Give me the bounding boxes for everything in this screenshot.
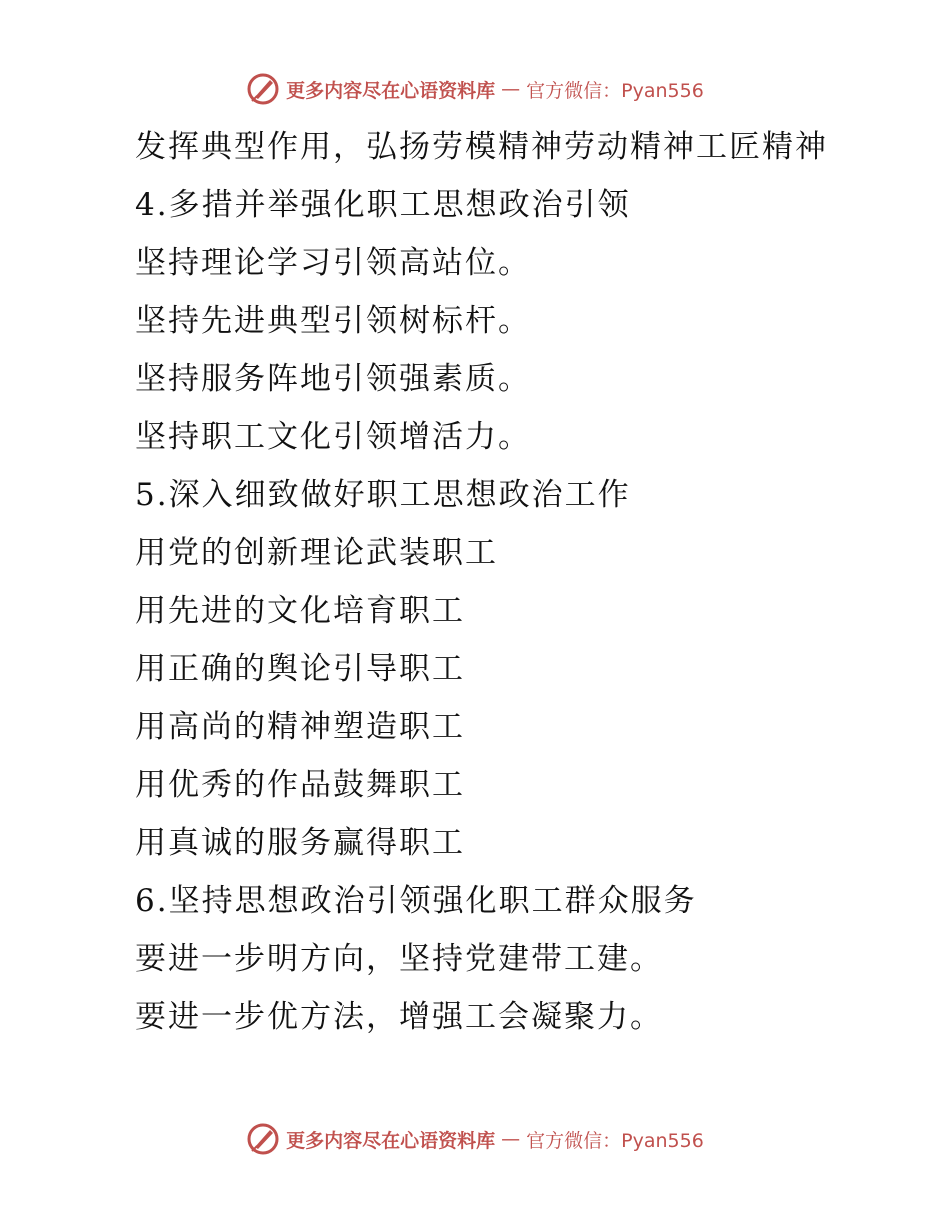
text-line: 用优秀的作品鼓舞职工 xyxy=(135,767,465,803)
text-line: 要进一步优方法，增强工会凝聚力。 xyxy=(135,999,663,1035)
text-line: 用正确的舆论引导职工 xyxy=(135,651,465,687)
quill-pen-logo-icon xyxy=(246,1122,280,1156)
text-line: 要进一步明方向，坚持党建带工建。 xyxy=(135,941,663,977)
section-heading: 6.坚持思想政治引领强化职工群众服务 xyxy=(135,883,697,919)
header-watermark xyxy=(0,72,950,106)
watermark-brand: 更多内容尽在心语资料库 xyxy=(286,1129,496,1152)
text-line: 用高尚的精神塑造职工 xyxy=(135,709,465,745)
section-heading: 5.深入细致做好职工思想政治工作 xyxy=(135,477,631,513)
text-line: 用真诚的服务赢得职工 xyxy=(135,825,465,861)
watermark-separator: — xyxy=(501,78,521,100)
text-line: 坚持理论学习引领高站位。 xyxy=(135,245,531,281)
text-line: 坚持职工文化引领增活力。 xyxy=(135,419,531,455)
watermark-separator: — xyxy=(501,1128,521,1150)
text-line: 用党的创新理论武装职工 xyxy=(135,535,498,571)
document-body xyxy=(135,118,915,1046)
watermark-contact: 官方微信：Pyan556 xyxy=(526,1129,704,1152)
footer-watermark xyxy=(0,1122,950,1156)
section-heading: 4.多措并举强化职工思想政治引领 xyxy=(135,187,631,223)
watermark-contact: 官方微信：Pyan556 xyxy=(526,79,704,102)
quill-pen-logo-icon xyxy=(246,72,280,106)
text-line: 发挥典型作用，弘扬劳模精神劳动精神工匠精神 xyxy=(135,129,828,165)
text-line: 坚持服务阵地引领强素质。 xyxy=(135,361,531,397)
text-line: 坚持先进典型引领树标杆。 xyxy=(135,303,531,339)
watermark-brand: 更多内容尽在心语资料库 xyxy=(286,79,496,102)
text-line: 用先进的文化培育职工 xyxy=(135,593,465,629)
